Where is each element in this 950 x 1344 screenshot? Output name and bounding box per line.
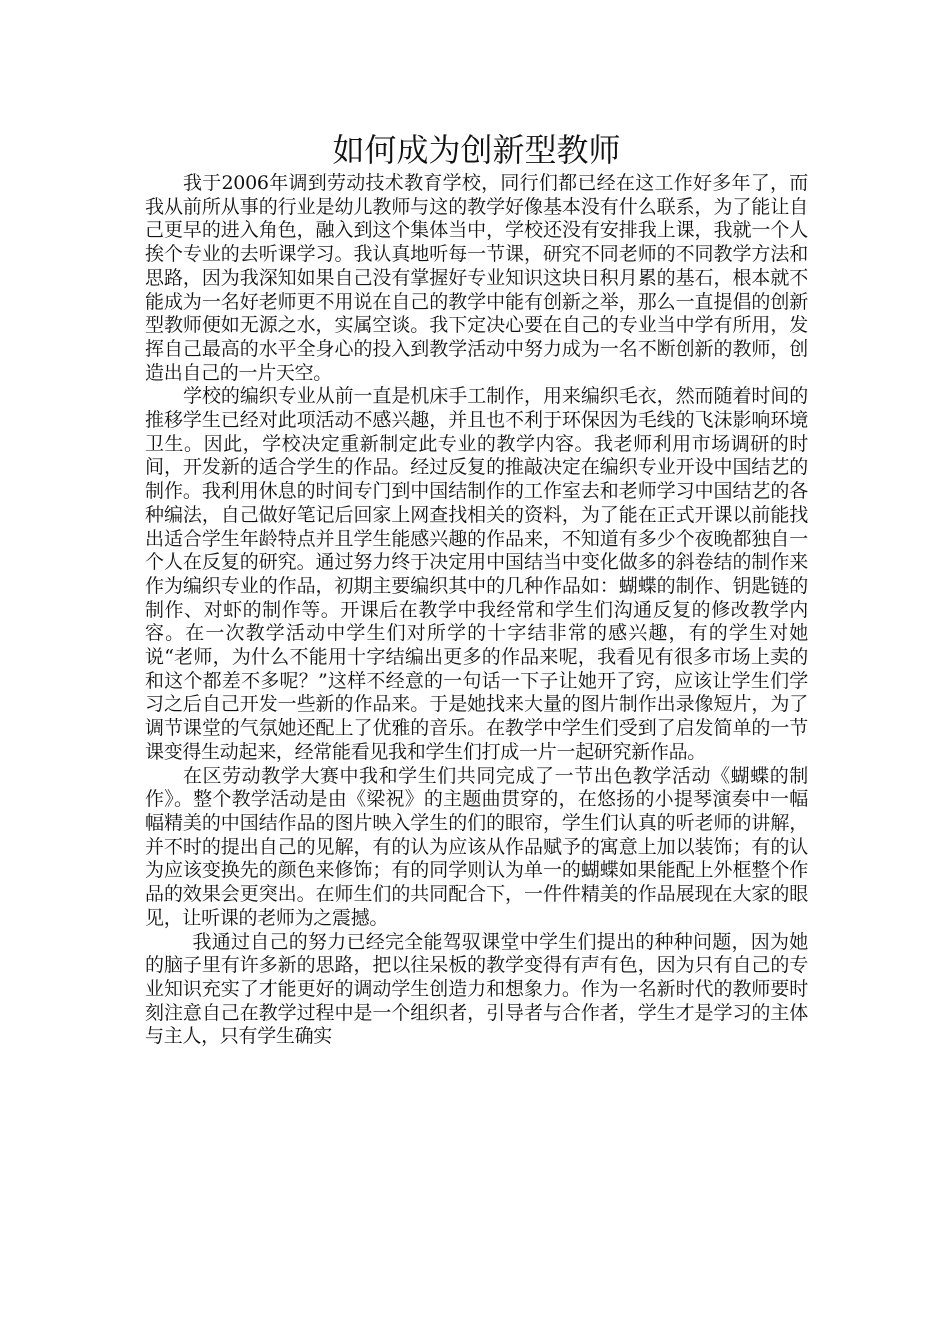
paragraph-1: 我于2006年调到劳动技术教育学校，同行们都已经在这工作好多年了，而我从前所从事的行业是幼儿教师与这的教学好像基本没有什么联系，为了能让自己更早的进入角色，融入到这个集体当中，学校还没有安排我上课，我就一个人挨个专业的去听课学习。我认真地听每一节课，研究不同老师的不同教学方法和思路，因为我深知如果自己没有掌握好专业知识这块日积月累的基石，根本就不能成为一名好老师更不用说在自己的教学中能有创新之举，那么一直提倡的创新型教师便如无源之水，实属空谈。我下定决心要在自己的专业当中学有所用，发挥自己最高的水平全身心的投入到教学活动中努力成为一名不断创新的教师，创造出自己的一片天空。 <box>145 172 808 384</box>
paragraph-3: 在区劳动教学大赛中我和学生们共同完成了一节出色教学活动《蝴蝶的制作》。整个教学活动是由《梁祝》的主题曲贯穿的，在悠扬的小提琴演奏中一幅幅精美的中国结作品的图片映入学生的们的眼帘，学生们认真的听老师的讲解，并不时的提出自己的见解，有的认为应该从作品赋予的寓意上加以装饰；有的认为应该变换先的颜色来修饰；有的同学则认为单一的蝴蝶如果能配上外框整个作品的效果会更突出。在师生们的共同配合下，一件件精美的作品展现在大家的眼见，让听课的老师为之震撼。 <box>145 764 808 929</box>
document-page <box>145 128 808 1049</box>
paragraph-4: 我通过自己的努力已经完全能驾驭课堂中学生们提出的种种问题，因为她的脑子里有许多新的思路，把以往呆板的教学变得有声有色，因为只有自己的专业知识充实了才能更好的调动学生创造力和想象力。作为一名新时代的教师要时刻注意自己在教学过程中是一个组织者，引导者与合作者，学生才是学习的主体与主人，只有学生确实 <box>145 930 808 1048</box>
paragraph-2: 学校的编织专业从前一直是机床手工制作，用来编织毛衣，然而随着时间的推移学生已经对此项活动不感兴趣，并且也不利于环保因为毛线的飞沫影响环境卫生。因此，学校决定重新制定此专业的教学内容。我老师利用市场调研的时间，开发新的适合学生的作品。经过反复的推敲决定在编织专业开设中国结艺的制作。我利用休息的时间专门到中国结制作的工作室去和老师学习中国结艺的各种编法，自己做好笔记后回家上网查找相关的资料，为了能在正式开课以前能找出适合学生年龄特点并且学生能感兴趣的作品来，不知道有多少个夜晚都独自一个人在反复的研究。通过努力终于决定用中国结当中变化做多的斜卷结的制作来作为编织专业的作品，初期主要编织其中的几种作品如：蝴蝶的制作、钥匙链的制作、对虾的制作等。开课后在教学中我经常和学生们沟通反复的修改教学内容。在一次教学活动中学生们对所学的十字结非常的感兴趣，有的学生对她说“老师，为什么不能用十字结编出更多的作品来呢，我看见有很多市场上卖的和这个都差不多呢？”这样不经意的一句话一下子让她开了窍，应该让学生们学习之后自己开发一些新的作品来。于是她找来大量的图片制作出录像短片，为了调节课堂的气氛她还配上了优雅的音乐。在教学中学生们受到了启发简单的一节课变得生动起来，经常能看见我和学生们打成一片一起研究新作品。 <box>145 385 808 763</box>
document-title: 如何成为创新型教师 <box>332 131 621 169</box>
